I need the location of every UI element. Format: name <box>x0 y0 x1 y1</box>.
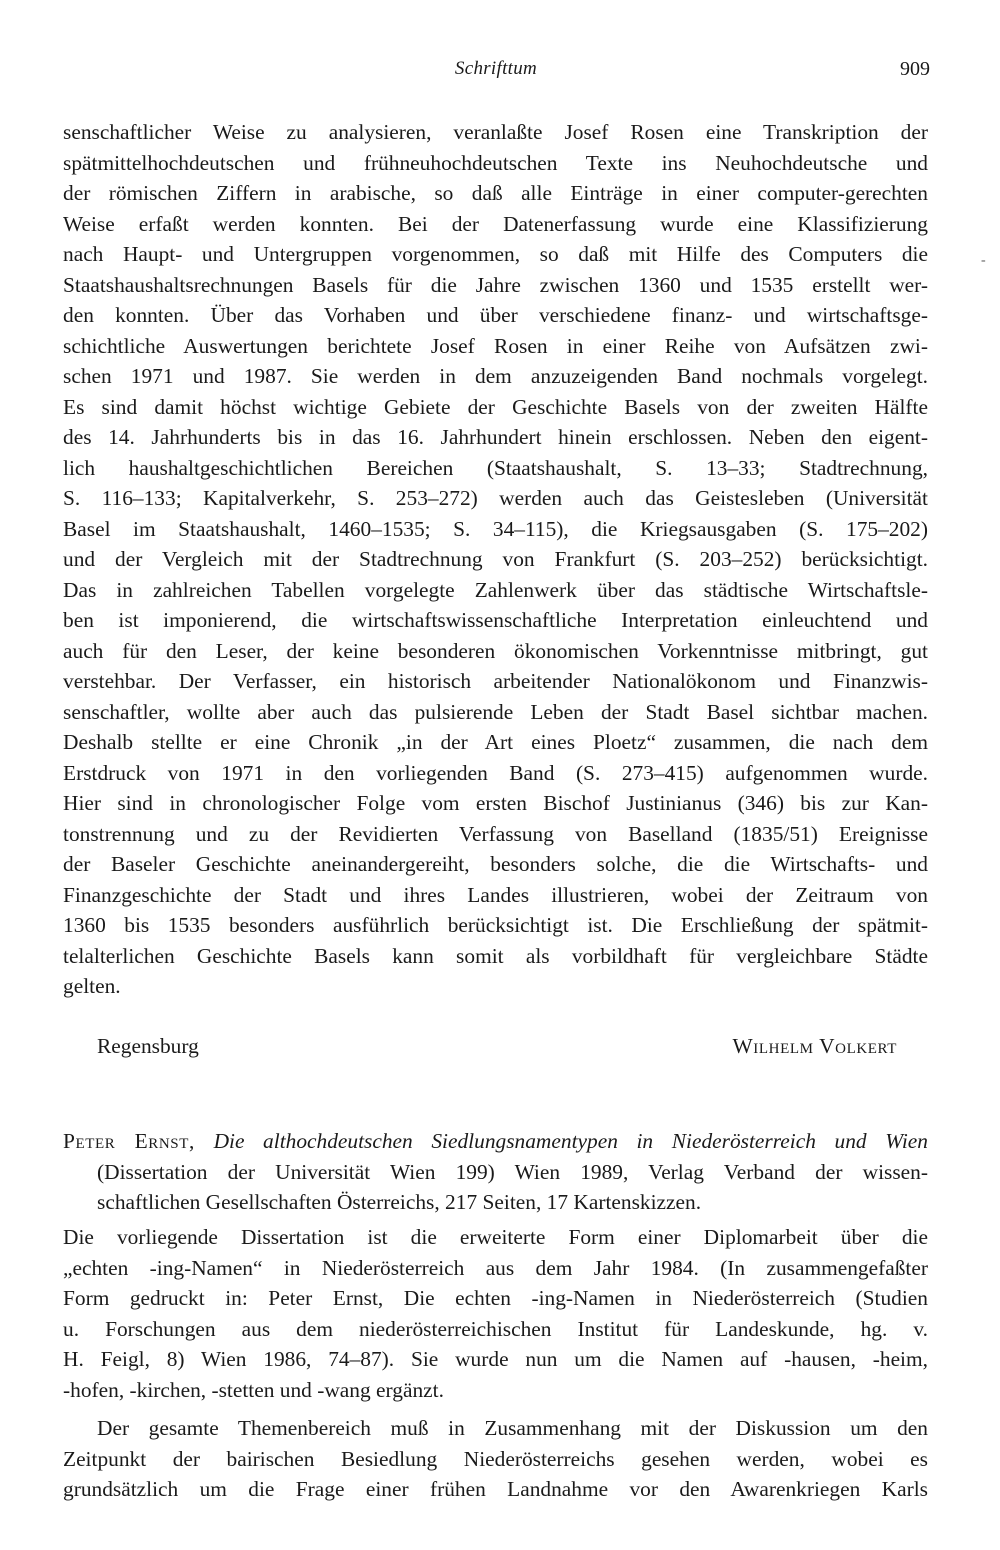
review-body-paragraph <box>63 117 928 1002</box>
text-line: Die vorliegende Dissertation ist die erweiterte Form einer Diplomarbeit über die <box>63 1225 928 1249</box>
text-line: ben ist imponierend, die wirtschaftswissenschaftliche Interpretation einleuchtend und <box>63 608 928 632</box>
book-author: Peter Ernst, <box>63 1129 195 1153</box>
text-line: tonstrennung und zu der Revidierten Verfassung von Baselland (1835/51) Ereignisse <box>63 821 928 846</box>
text-line: lich haushaltgeschichtlichen Bereichen (Staatshaushalt, S. 13–33; Stadtrechnung, <box>63 455 928 480</box>
text-line: senschaftlicher Weise zu analysieren, veranlaßte Josef Rosen eine Transkription der <box>63 120 928 144</box>
citation-details: schaftlichen Gesellschaften Österreichs, 217 Seiten, 17 Kartenskizzen. <box>97 1190 702 1214</box>
text-line: verstehbar. Der Verfasser, ein historisch arbeitender Nationalökonom und Finanzwis- <box>63 669 928 693</box>
text-line: spätmittelhochdeutschen und frühneuhochdeutschen Texte ins Neuhochdeutsche und <box>63 150 928 175</box>
review-signature <box>97 1034 897 1066</box>
text-line: H. Feigl, 8) Wien 1986, 74–87). Sie wurde nun um die Namen auf -hausen, -heim, <box>63 1347 928 1371</box>
text-line: Deshalb stellte er eine Chronik „in der Art eines Ploetz“ zusammen, die nach dem <box>63 730 928 754</box>
text-line: und der Vergleich mit der Stadtrechnung von Frankfurt (S. 203–252) berücksichtigt. <box>63 547 928 571</box>
text-line: Form gedruckt in: Peter Ernst, Die echten -ing-Namen in Niederösterreich (Studien <box>63 1286 928 1310</box>
text-line: schen 1971 und 1987. Sie werden in dem anzuzeigenden Band nochmals vorgelegt. <box>63 364 928 388</box>
reviewer-name: Wilhelm Volkert <box>732 1034 897 1058</box>
text-line: 1360 bis 1535 besonders ausführlich berücksichtigt ist. Die Erschließung der spätmit- <box>63 913 928 937</box>
text-line: senschaftler, wollte aber auch das pulsierende Leben der Stadt Basel sichtbar machen. <box>63 699 928 724</box>
text-line: „echten -ing-Namen“ in Niederösterreich aus dem Jahr 1984. (In zusammengefaßter <box>63 1255 928 1280</box>
citation-details: (Dissertation der Universität Wien 199) Wien 1989, Verlag Verband der wissen- <box>97 1159 928 1184</box>
text-line: der römischen Ziffern in arabische, so daß alle Einträge in einer computer-gerechten <box>63 181 928 205</box>
running-header <box>62 58 930 88</box>
text-line: den konnten. Über das Vorhaben und über verschiedene finanz- und wirtschaftsge- <box>63 303 928 327</box>
book-citation <box>63 1126 928 1218</box>
text-line: der Baseler Geschichte aneinandergereiht, besonders solche, die die Wirtschafts- und <box>63 852 928 876</box>
text-line: auch für den Leser, der keine besonderen ökonomischen Vorkenntnisse mitbringt, gut <box>63 638 928 663</box>
text-line: Zeitpunkt der bairischen Besiedlung Niederösterreichs gesehen werden, wobei es <box>63 1446 928 1471</box>
text-line: nach Haupt- und Untergruppen vorgenommen, so daß mit Hilfe des Computers die <box>63 242 928 266</box>
text-line: telalterlichen Geschichte Basels kann somit als vorbildhaft für vergleichbare Städte <box>63 943 928 968</box>
text-line: Der gesamte Themenbereich muß in Zusammenhang mit der Diskussion um den <box>97 1416 928 1440</box>
text-line: schichtliche Auswertungen berichtete Josef Rosen in einer Reihe von Aufsätzen zwi- <box>63 333 928 358</box>
text-line: -hofen, -kirchen, -stetten und -wang ergänzt. <box>63 1377 444 1402</box>
text-line: S. 116–133; Kapitalverkehr, S. 253–272) werden auch das Geistesleben (Universität <box>63 486 928 510</box>
signature-place: Regensburg <box>97 1034 199 1058</box>
citation-line <box>63 1126 928 1157</box>
running-title: Schrifttum <box>454 58 538 79</box>
text-line: u. Forschungen aus dem niederösterreichischen Institut für Landeskunde, hg. v. <box>63 1316 928 1341</box>
text-line: Weise erfaßt werden konnten. Bei der Datenerfassung wurde eine Klassifizierung <box>63 211 928 236</box>
text-line: Finanzgeschichte der Stadt und ihres Landes illustrieren, wobei der Zeitraum von <box>63 882 928 907</box>
text-line: Hier sind in chronologischer Folge vom ersten Bischof Justinianus (346) bis zur Kan- <box>63 791 928 815</box>
text-line: Basel im Staatshaushalt, 1460–1535; S. 34–115), die Kriegsausgaben (S. 175–202) <box>63 516 928 541</box>
text-line: Das in zahlreichen Tabellen vorgelegte Zahlenwerk über das städtische Wirtschaftsle- <box>63 577 928 602</box>
text-line: grundsätzlich um die Frage einer frühen Landnahme vor den Awarenkriegen Karls <box>63 1477 928 1501</box>
book-title: Die althochdeutschen Siedlungsnamentypen in Niederösterreich und Wien <box>213 1129 928 1153</box>
page-number: 909 <box>900 58 930 80</box>
text-line: gelten. <box>63 974 121 998</box>
text-line: Es sind damit höchst wichtige Gebiete der Geschichte Basels von der zweiten Hälfte <box>63 394 928 419</box>
text-line: Erstdruck von 1971 in den vorliegenden Band (S. 273–415) aufgenommen wurde. <box>63 760 928 785</box>
text-line: Staatshaushaltsrechnungen Basels für die Jahre zwischen 1360 und 1535 erstellt wer- <box>63 272 928 297</box>
review-body-paragraph <box>63 1222 928 1405</box>
text-line: des 14. Jahrhunderts bis in das 16. Jahrhundert hinein erschlossen. Neben den eigent- <box>63 425 928 449</box>
review-body-paragraph <box>63 1413 928 1505</box>
margin-mark: - <box>981 253 986 268</box>
